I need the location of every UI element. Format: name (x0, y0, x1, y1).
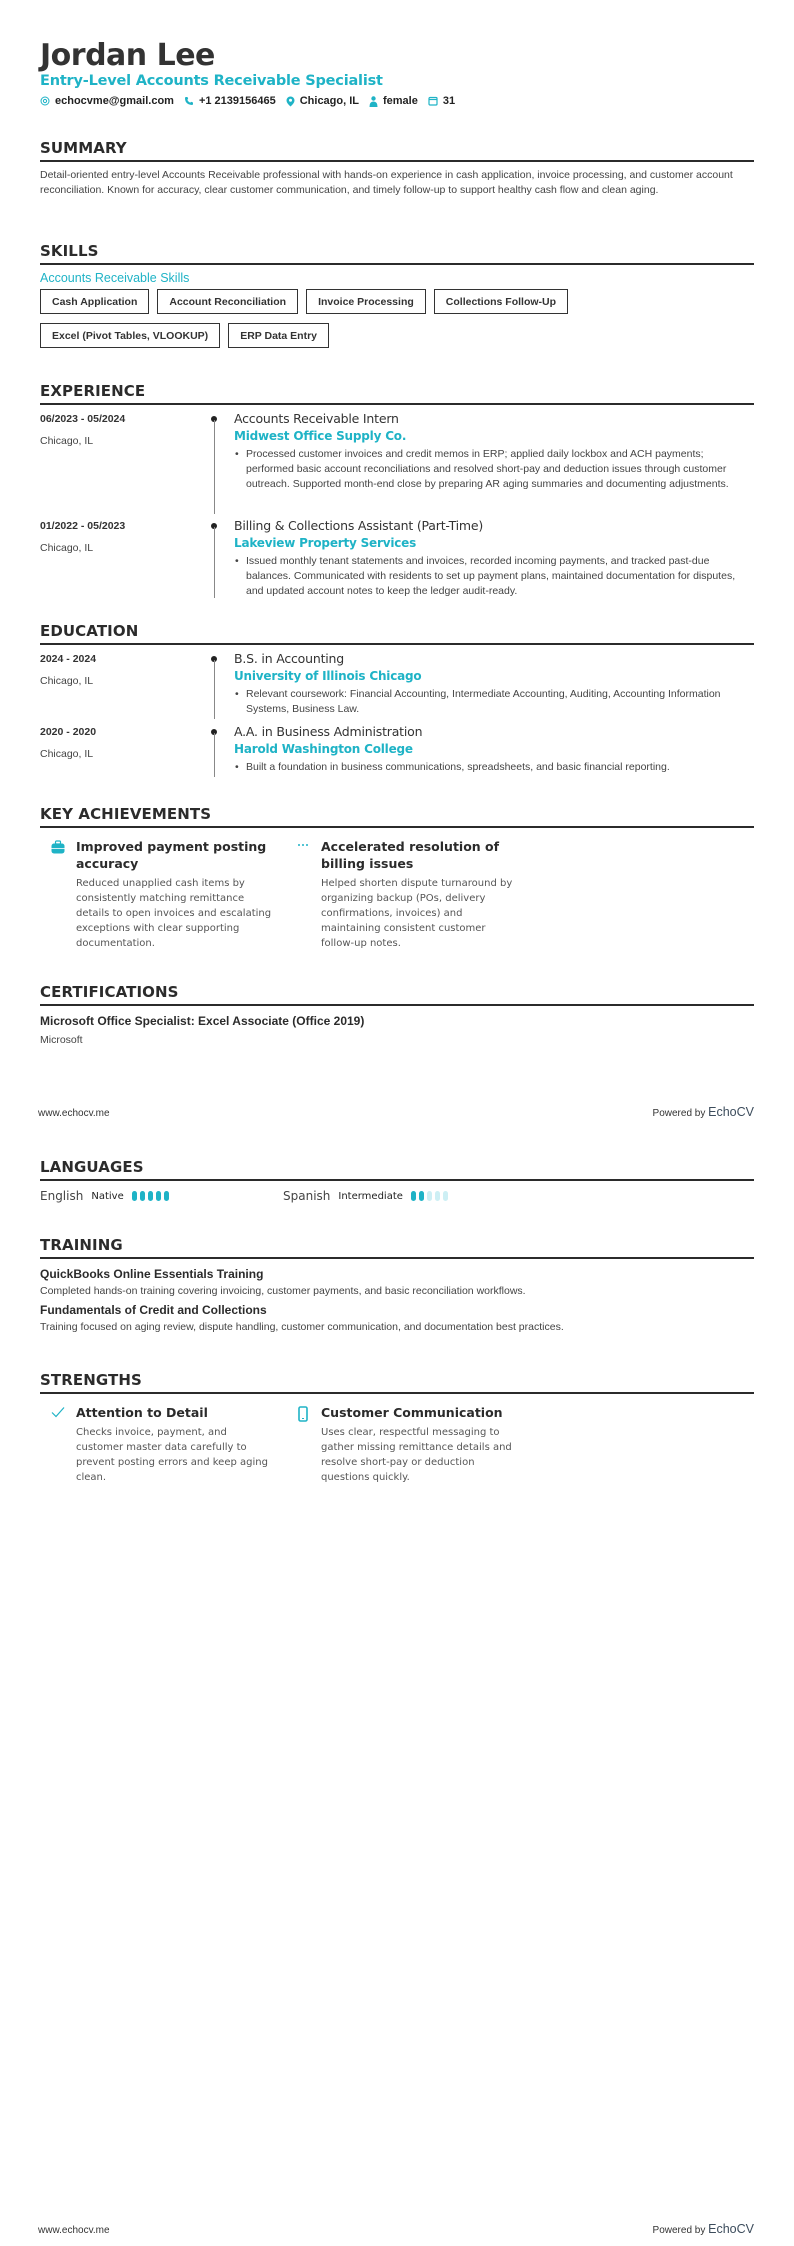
entry-degree: B.S. in Accounting (234, 651, 344, 666)
entry-date: 2020 - 2020 (40, 726, 97, 738)
entry-organization: Lakeview Property Services (234, 536, 417, 550)
achievement-desc: Helped shorten dispute turnaround by organizing backup (POs, delivery confirmations, invoices) and maintaining consistent customer follow-up notes. (321, 878, 513, 949)
powered-by (653, 2222, 754, 2236)
entry-role: Billing & Collections Assistant (Part-Time) (234, 518, 484, 533)
at-sign-icon (40, 96, 50, 106)
language-name: English (40, 1189, 84, 1203)
language-level: Native (91, 1190, 124, 1202)
strengths-section (40, 1371, 754, 1485)
email-text: echocvme@gmail.com (55, 95, 174, 107)
candidate-title: Entry-Level Accounts Receivable Specialist (40, 73, 383, 89)
achievement-title: Accelerated resolution of billing issues (321, 839, 500, 871)
entry-bullet: • Issued monthly tenant statements and invoices, recorded incoming payments, and tracked past-due balances. Communicated with residents to set up payment plans, maintained documentation for disputes, and updated account notes to keep the ledger audit-ready. (234, 554, 754, 599)
achievement-title: Improved payment posting accuracy (76, 839, 267, 871)
training-title: Fundamentals of Credit and Collections (40, 1303, 267, 1317)
skill-chip: Invoice Processing (306, 289, 426, 314)
timeline-marker (200, 724, 224, 777)
rating-dot-filled (156, 1191, 161, 1201)
age-text: 31 (442, 95, 456, 107)
candidate-name: Jordan Lee (40, 38, 215, 73)
experience-section (40, 382, 754, 598)
section-heading: KEY ACHIEVEMENTS (40, 805, 754, 828)
briefcase-icon (40, 838, 76, 951)
training-title: QuickBooks Online Essentials Training (40, 1267, 264, 1281)
section-heading: EXPERIENCE (40, 382, 754, 405)
page-footer (38, 2222, 754, 2236)
rating-dot-filled (132, 1191, 137, 1201)
strength-cards (40, 1404, 754, 1485)
entry-date: 01/2022 - 05/2023 (40, 520, 126, 532)
mobile-phone-icon (285, 1404, 321, 1485)
training-desc: Completed hands-on training covering invoicing, customer payments, and basic reconciliation workflows. (40, 1285, 526, 1297)
languages-section (40, 1158, 754, 1203)
entry-location: Chicago, IL (40, 748, 94, 760)
phone-text: +1 2139156465 (198, 95, 276, 107)
certification-name: Microsoft Office Specialist: Excel Associate (Office 2019) (40, 1014, 365, 1028)
timeline-marker (200, 518, 224, 598)
experience-entry (40, 411, 754, 514)
timeline-marker (200, 411, 224, 514)
page-footer (38, 1105, 754, 1119)
contact-row (40, 95, 455, 107)
proficiency-rating (132, 1191, 169, 1201)
strength-desc: Checks invoice, payment, and customer master data carefully to prevent posting errors and keep aging clean. (76, 1427, 268, 1483)
location-text: Chicago, IL (299, 95, 359, 107)
timeline-marker (200, 651, 224, 719)
map-pin-icon (286, 96, 295, 107)
achievements-section (40, 805, 754, 951)
rating-dot-filled (148, 1191, 153, 1201)
language-level: Intermediate (338, 1190, 403, 1202)
contact-location (286, 95, 359, 107)
training-section (40, 1236, 754, 1333)
entry-location: Chicago, IL (40, 435, 94, 447)
language-name: Spanish (283, 1189, 331, 1203)
rating-dot-empty (443, 1191, 448, 1201)
strength-card (285, 1404, 530, 1485)
entry-date: 06/2023 - 05/2024 (40, 413, 126, 425)
section-heading: CERTIFICATIONS (40, 983, 754, 1006)
brand-link[interactable]: EchoCV (708, 2222, 754, 2236)
entry-bullet: • Relevant coursework: Financial Accounting, Intermediate Accounting, Auditing, Accounting Information Systems, Business Law. (234, 687, 754, 717)
powered-by-label: Powered by (652, 1108, 706, 1119)
entry-degree: A.A. in Business Administration (234, 724, 423, 739)
entry-school: Harold Washington College (234, 742, 413, 756)
language-item (283, 1189, 526, 1203)
achievement-card (285, 838, 530, 951)
achievement-cards (40, 838, 754, 951)
ellipsis-icon (285, 838, 321, 951)
entry-date: 2024 - 2024 (40, 653, 97, 665)
rating-dot-filled (164, 1191, 169, 1201)
skill-chip: ERP Data Entry (228, 323, 329, 348)
entry-bullet: • Built a foundation in business communications, spreadsheets, and basic financial reporting. (234, 760, 754, 775)
entry-bullet: • Processed customer invoices and credit memos in ERP; applied daily lockbox and ACH payments; performed basic account reconciliations and resolved short-pay and deduction issues through customer outreach. Supported month-end close by preparing AR aging summaries and documenting adjustments. (234, 447, 754, 492)
skill-chip: Excel (Pivot Tables, VLOOKUP) (40, 323, 220, 348)
skill-chips (40, 289, 660, 348)
certifications-section (40, 983, 754, 1046)
footer-website-link[interactable]: www.echocv.me (38, 1108, 110, 1119)
education-entry (40, 724, 754, 777)
strength-desc: Uses clear, respectful messaging to gather missing remittance details and resolve short-pay or deduction questions quickly. (321, 1427, 512, 1483)
achievement-card (40, 838, 285, 951)
person-icon (369, 96, 378, 107)
strength-card (40, 1404, 285, 1485)
contact-age (428, 95, 455, 107)
phone-icon (184, 96, 194, 106)
rating-dot-filled (419, 1191, 424, 1201)
skill-group-title: Accounts Receivable Skills (40, 271, 190, 285)
contact-gender (369, 95, 418, 107)
proficiency-rating (411, 1191, 448, 1201)
powered-by-label: Powered by (652, 2225, 706, 2236)
checkmark-icon (40, 1404, 76, 1485)
contact-phone[interactable] (184, 95, 276, 107)
entry-school: University of Illinois Chicago (234, 669, 422, 683)
rating-dot-filled (140, 1191, 145, 1201)
section-heading: SKILLS (40, 242, 754, 265)
summary-text: Detail-oriented entry-level Accounts Receivable professional with hands-on experience in cash application, invoice processing, and customer account reconciliation. Known for accuracy, clear customer communication, and timely follow-up to support healthy cash flow and clean aging. (40, 169, 733, 196)
section-heading: SUMMARY (40, 139, 754, 162)
gender-text: female (383, 95, 418, 107)
calendar-icon (428, 96, 438, 106)
certification-issuer: Microsoft (40, 1034, 83, 1046)
summary-section (40, 139, 754, 198)
skill-chip: Account Reconciliation (157, 289, 298, 314)
skill-chip: Collections Follow-Up (434, 289, 568, 314)
entry-location: Chicago, IL (40, 675, 94, 687)
strength-title: Attention to Detail (76, 1405, 208, 1420)
rating-dot-empty (427, 1191, 432, 1201)
education-entry (40, 651, 754, 719)
entry-role: Accounts Receivable Intern (234, 411, 399, 426)
experience-entry (40, 518, 754, 598)
strength-title: Customer Communication (321, 1405, 503, 1420)
section-heading: EDUCATION (40, 622, 754, 645)
skill-chip: Cash Application (40, 289, 149, 314)
achievement-desc: Reduced unapplied cash items by consistently matching remittance details to open invoices and escalating exceptions with clear supporting documentation. (76, 878, 272, 949)
skills-section (40, 242, 754, 348)
footer-website-link[interactable]: www.echocv.me (38, 2225, 110, 2236)
entry-organization: Midwest Office Supply Co. (234, 429, 407, 443)
rating-dot-filled (411, 1191, 416, 1201)
section-heading: TRAINING (40, 1236, 754, 1259)
rating-dot-empty (435, 1191, 440, 1201)
language-item (40, 1189, 283, 1203)
section-heading: LANGUAGES (40, 1158, 754, 1181)
education-section (40, 622, 754, 777)
entry-location: Chicago, IL (40, 542, 94, 554)
language-list (40, 1189, 754, 1203)
brand-link[interactable]: EchoCV (708, 1105, 754, 1119)
training-desc: Training focused on aging review, dispute handling, customer communication, and documentation best practices. (40, 1321, 564, 1333)
contact-email[interactable] (40, 95, 174, 107)
section-heading: STRENGTHS (40, 1371, 754, 1394)
powered-by (653, 1105, 754, 1119)
